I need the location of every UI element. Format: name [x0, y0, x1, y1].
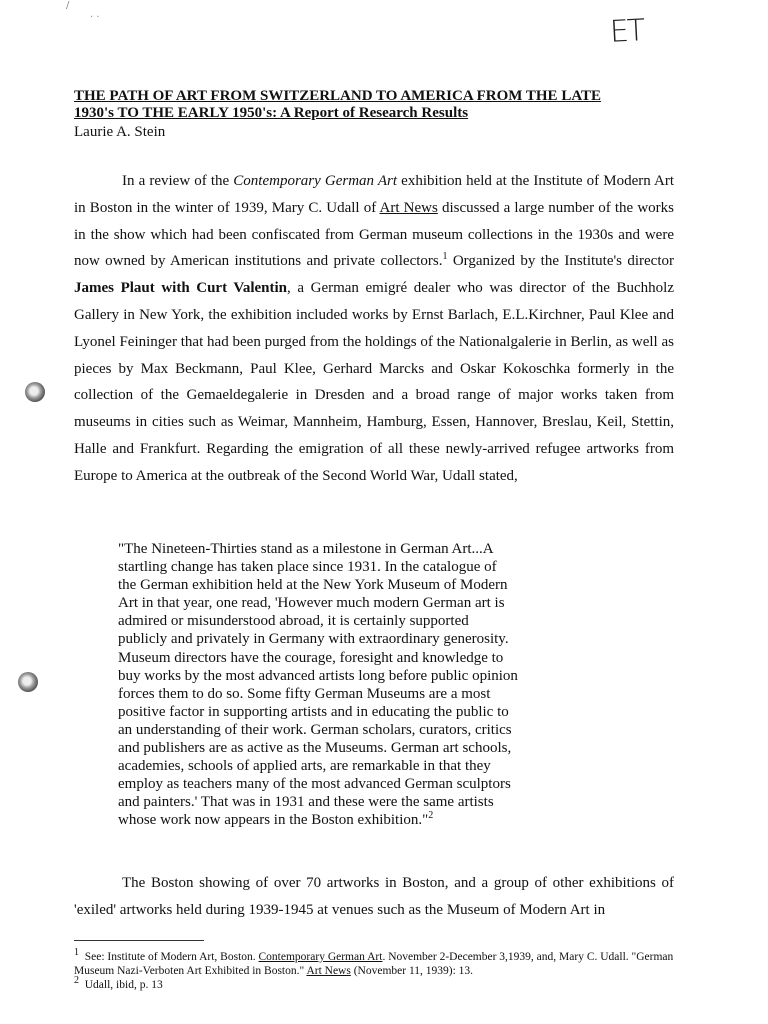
paragraph-1 [74, 168, 674, 490]
bold-names: James Plaut with Curt Valentin [74, 280, 288, 297]
handwritten-initials: ET [609, 13, 645, 50]
author-name: Laurie A. Stein [74, 124, 166, 140]
magazine-title: Art News [379, 199, 438, 216]
block-quote [118, 540, 518, 830]
punch-hole [18, 672, 38, 692]
footnote-ref-2: 2 [428, 810, 434, 822]
footnote-2 [74, 975, 714, 992]
title-line-2: 1930's TO THE EARLY 1950's: A Report of Research Results [74, 105, 469, 121]
text-run: Organized by the Institute's director [447, 253, 674, 270]
footnote-divider [74, 940, 204, 941]
text-run: In a review of the [122, 173, 234, 189]
paragraph-2 [74, 870, 674, 924]
stray-mark: / [66, 0, 70, 11]
footnote-ref-1: 1 [442, 251, 448, 263]
magazine-title: Art News [306, 965, 351, 977]
punch-hole [25, 382, 45, 402]
quote-text: "The Nineteen-Thirties stand as a milestone in German Art...A startling change has taken place since 1931. In the catalogue of the German exhibition held at the New York Museum of Modern Art in that year, one read, 'However much modern German art is admired or misunderstood abroad, it is certainly supported publicly and privately in Germany with extraordinary generosity. Museum directors have the courage, foresight and knowledge to buy works by the most advanced artists long before public opinion forces them to do so. Some fifty German Museums are a most positive factor in supporting artists and in educating the public to an understanding of their work. German scholars, curators, critics and publishers are as active as the Museums. German art schools, academies, schools of applied arts, are remarkable in that they employ as teachers many of the most advanced German sculptors and painters.' That was in 1931 and these were the same artists whose work now appears in the Boston exhibition." [118, 541, 518, 829]
catalogue-title: Contemporary German Art [258, 951, 383, 963]
stray-mark: · · [90, 12, 100, 23]
exhibition-title: Contemporary German Art [233, 173, 398, 189]
footnote-number: 1 [74, 947, 79, 959]
text-run: See: Institute of Modern Art, Boston. [84, 951, 259, 963]
document-title [74, 88, 674, 122]
footnote-1 [74, 947, 714, 978]
text-run: discussed a large number of the works in the show which had been confiscated from German museum collections in the 1930s and were now owned by American institutions and private collectors. [74, 199, 674, 270]
footnote-number: 2 [74, 975, 79, 987]
title-line-1: THE PATH OF ART FROM SWITZERLAND TO AMERICA FROM THE LATE [74, 88, 602, 104]
footnotes [74, 947, 714, 992]
text-run: . November 2-December 3,1939, and, Mary C. Udall. "German Museum Nazi-Verboten Art Exhibited in Boston." [74, 951, 674, 977]
text-run: exhibition held at the Institute of Modern Art in Boston in the winter of 1939, Mary C. Udall of [74, 173, 674, 216]
text-run: , a German emigré dealer who was director of the Buchholz Gallery in New York, the exhibition included works by Ernst Barlach, E.L.Kirchner, Paul Klee and Lyonel Feininger that had been purged from the holdings of the Nationalgalerie in Berlin, as well as pieces by Max Beckmann, Paul Klee, Gerhard Marcks and Oskar Kokoschka formerly in the collection of the Gemaeldegalerie in Dresden and a broad range of major works taken from museums in cities such as Weimar, Mannheim, Hamburg, Essen, Hannover, Breslau, Keil, Stettin, Halle and Frankfurt. Regarding the emigration of all these newly-arrived refugee artworks from Europe to America at the outbreak of the Second World War, Udall stated, [74, 280, 674, 484]
text-run: (November 11, 1939): 13. [350, 965, 474, 977]
text-run: Udall, ibid, p. 13 [84, 979, 163, 991]
text-run: The Boston showing of over 70 artworks in Boston, and a group of other exhibitions of 'exiled' artworks held during 1939-1945 at venues such as the Museum of Modern Art in [74, 875, 674, 918]
